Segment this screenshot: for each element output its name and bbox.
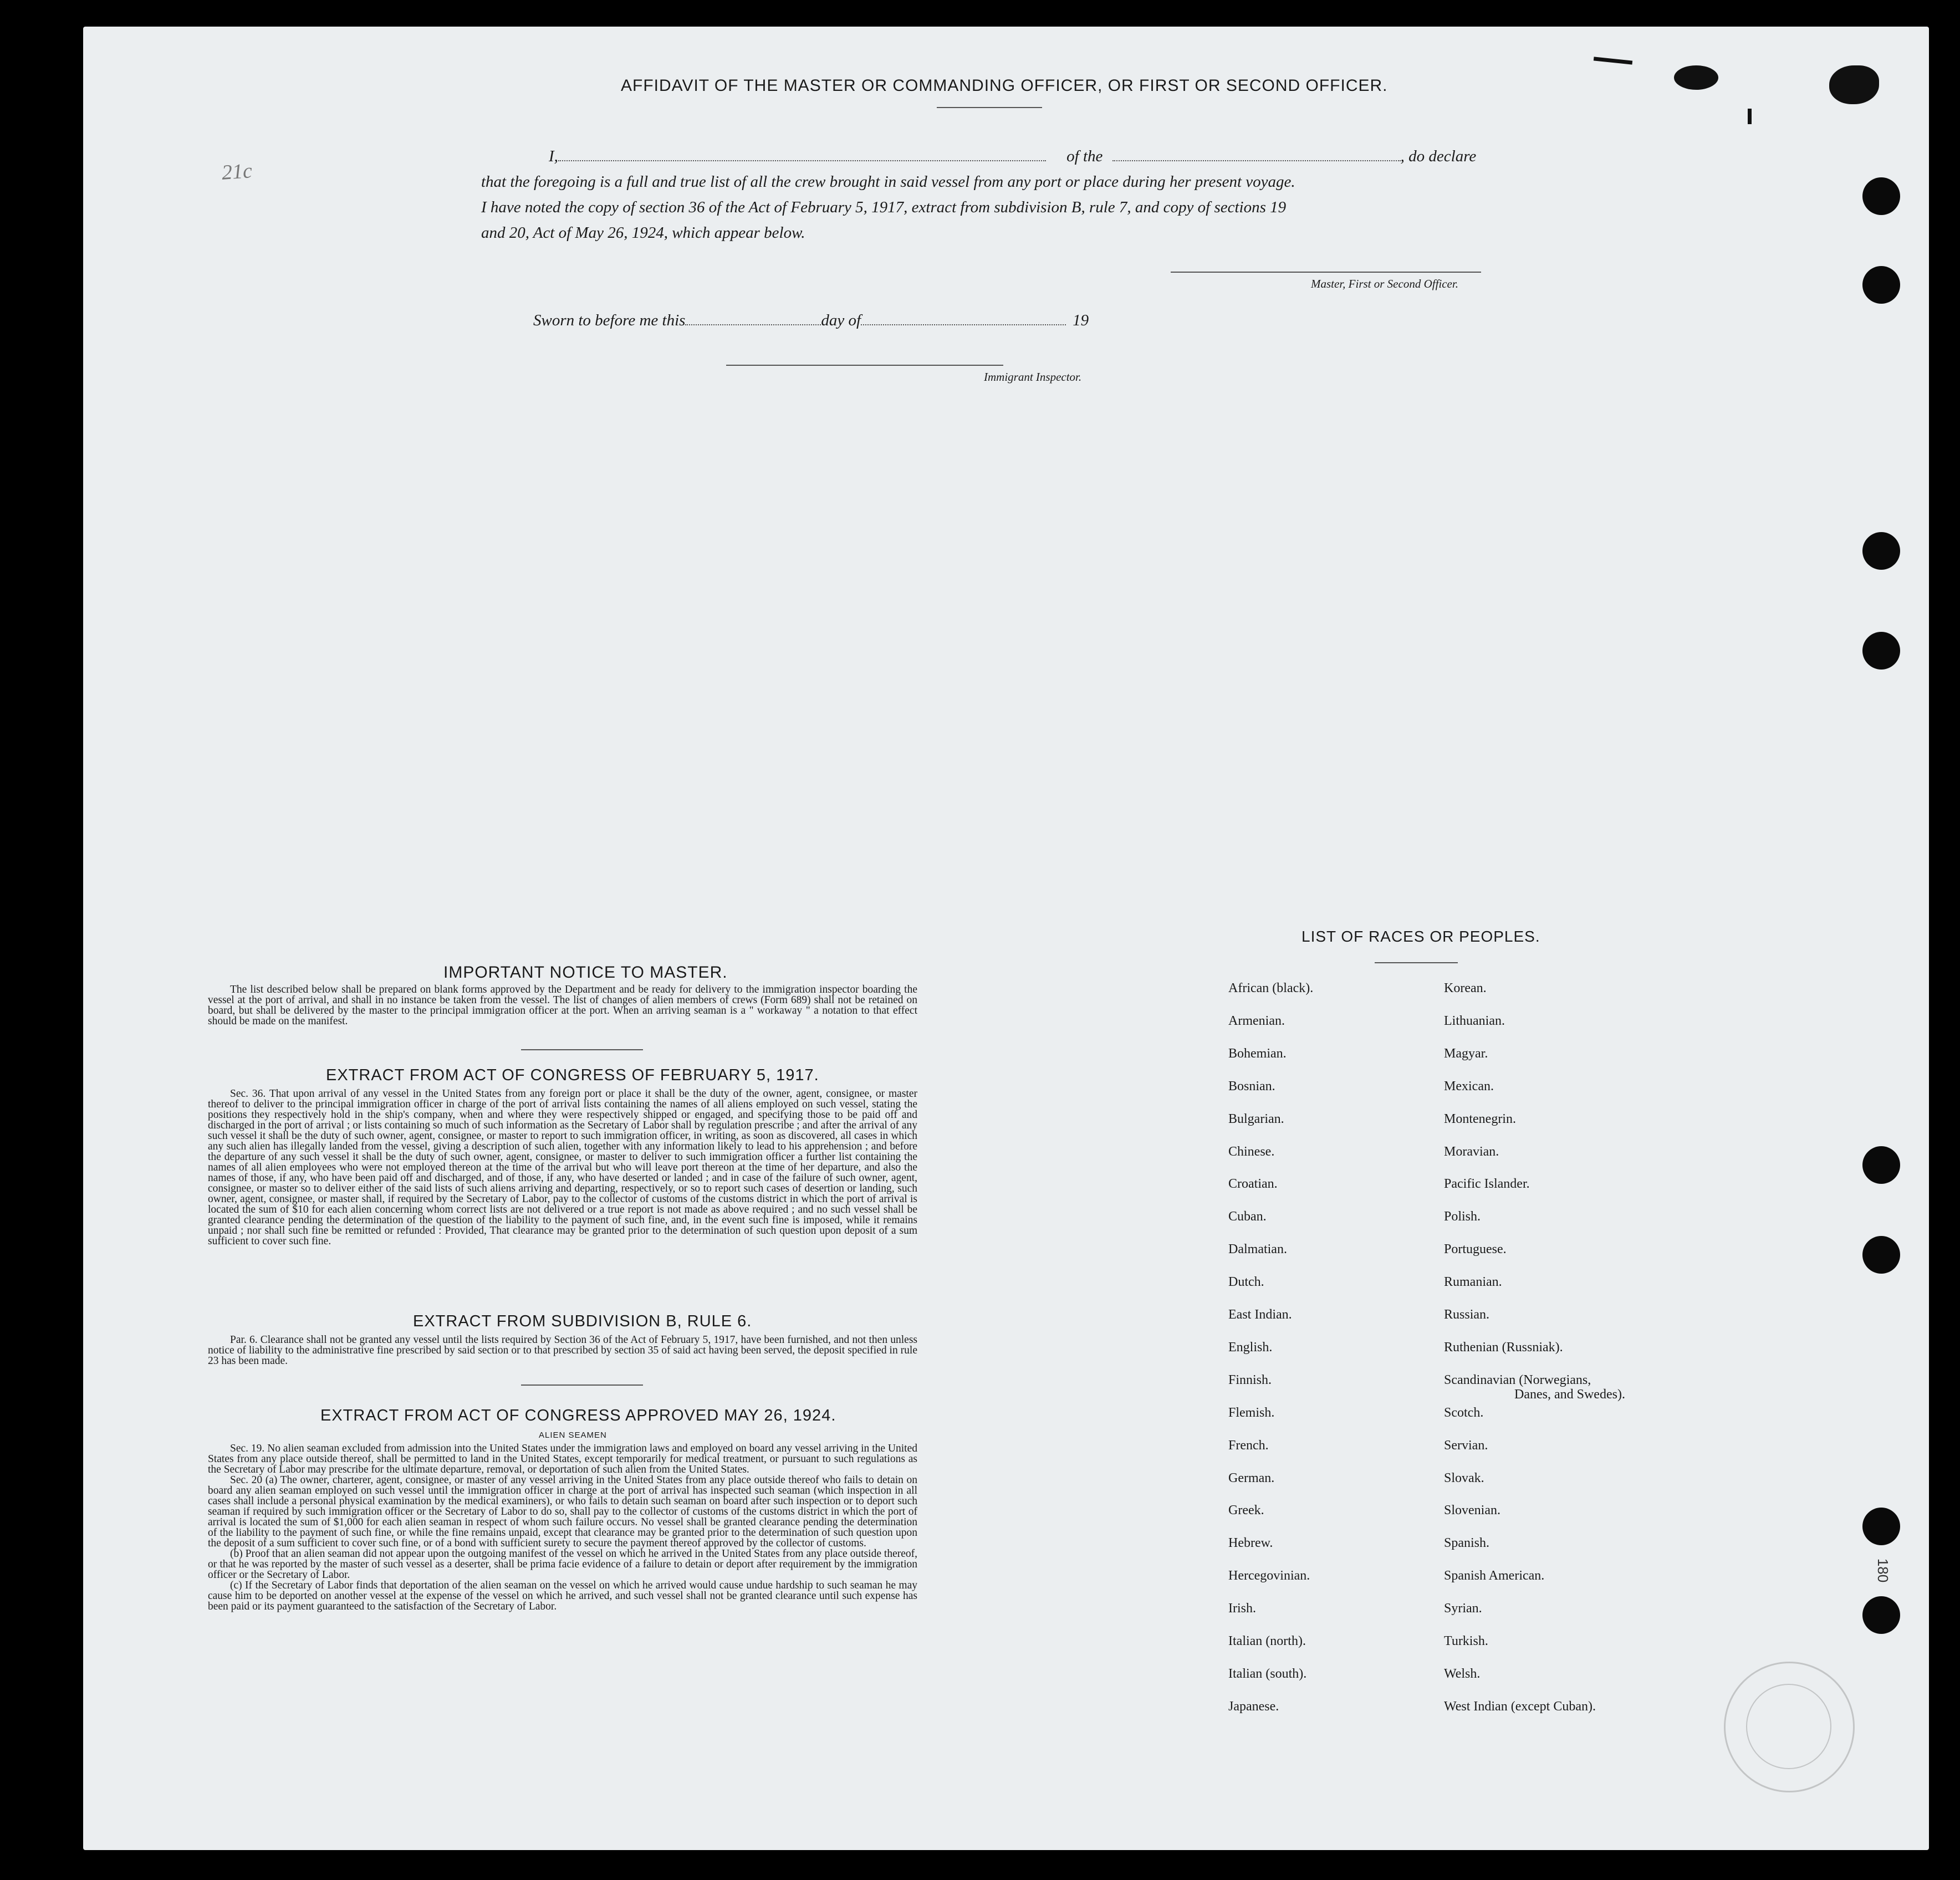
sworn-day-field[interactable] [685, 312, 821, 325]
section-19-paragraph: Sec. 19. No alien seaman excluded from admission into the United States under the immigration laws and employed on board any vessel arriving in the United States from any place outside thereof, shall be permitted to land in the United States, except temporarily for medical treatment, or pursuant to such regulations as the Secretary of Labor may prescribe for the ultimate departure, removal, or deportation of such alien from the United States. [208, 1443, 917, 1475]
races-title-rule [1375, 962, 1458, 963]
race-right-item: Syrian. [1444, 1601, 1482, 1616]
race-right-item: Spanish. [1444, 1536, 1490, 1551]
section-20c-paragraph: (c) If the Secretary of Labor finds that deportation of the alien seaman on the vessel on which he arrived would cause undue hardship to such seaman he may cause him to be deported on another vessel at the expense of the vessel on which he arrived, and such vessel shall not be granted clearance until such expense has been paid or its payment guaranteed to the satisfaction of the Secretary of Labor. [208, 1580, 917, 1612]
notice-paragraph: The list described below shall be prepared on blank forms approved by the Department and be ready for delivery to the immigration inspector boarding the vessel at the port of arrival, and shall in no instance be taken from the vessel. The list of changes of alien members of crews (Form 689) shall not be retained on board, but shall be delivered by the master to the principal immigration officer at the port. When an arriving seaman is a " workaway " a notation to that effect should be made on the manifest. [208, 984, 917, 1027]
race-left-item: Italian (south). [1228, 1666, 1307, 1681]
punch-hole-6 [1862, 1236, 1900, 1274]
punch-hole-8 [1862, 1596, 1900, 1634]
race-left-item: African (black). [1228, 981, 1314, 995]
top-mark-blot-2 [1829, 65, 1879, 104]
punch-hole-3 [1862, 532, 1900, 570]
race-right-item: Slovak. [1444, 1470, 1484, 1485]
race-right-item: West Indian (except Cuban). [1444, 1699, 1596, 1714]
race-right-item: Magyar. [1444, 1046, 1488, 1061]
alien-seamen-subtitle: ALIEN SEAMEN [539, 1431, 607, 1440]
race-left-item: East Indian. [1228, 1307, 1292, 1322]
section-36-paragraph: Sec. 36. That upon arrival of any vessel in the United States from any foreign port or place it shall be the duty of the owner, agent, consignee, or master thereof to deliver to the principal immigration officer in charge of the port of arrival lists containing the names of all aliens employed on such vessel, stating the positions they respectively hold in the ship's company, when and where they were respectively shipped or engaged, and specifying those to be paid off and discharged in the port of arrival ; or lists containing so much of such information as the Secretary of Labor shall by regulation prescribe ; and after the arrival of any such vessel it shall be the duty of such owner, agent, consignee, or master to report to such immigration officer, in writing, as soon as discovered, all cases in which any such alien has illegally landed from the vessel, giving a description of such alien, together with any information likely to lead to his apprehension ; and before the departure of any such vessel it shall be the duty of such owner, agent, consignee, or master to deliver to such immigration officer a further list containing the names of all alien employees who were not employed thereon at the time of the arrival but who will leave port thereon at the time of her departure, and also the names of those, if any, who have been paid off and discharged, and of those, if any, who have deserted or landed ; and in case of the failure of such owner, agent, consignee, or master so to deliver either of the said lists of such aliens arriving and departing, respectively, or so to report such cases of desertion or landing, such owner, agent, consignee, or master shall, if required by the Secretary of Labor, pay to the collector of customs of the customs district in which the port of arrival is located the sum of $10 for each alien concerning whom correct lists are not delivered or a true report is not made as above required ; and no such vessel shall be granted clearance pending the determination of the question of the liability to the payment of such fine, and, in the event such fine is imposed, while it remains unpaid ; nor shall such fine be remitted or refunded : Provided, That clearance may be granted prior to the determination of such question upon deposit of a sum sufficient to cover such fine. [208, 1088, 917, 1247]
extract-rule6-body [208, 1335, 917, 1366]
manifest-page [83, 27, 1929, 1850]
extract-1917-title: EXTRACT FROM ACT OF CONGRESS OF FEBRUARY 5, 1917. [326, 1066, 819, 1084]
section-20a-paragraph: Sec. 20 (a) The owner, charterer, agent, consignee, or master of any vessel arriving in the United States from any place outside thereof who fails to detain on board any alien seaman employed on such vessel until the immigration officer in charge at the port of arrival has inspected such seaman (which inspection in all cases shall include a personal physical examination by the medical examiners), or who fails to detain such seaman on board after such inspection or to deport such seaman if required by such immigration officer or the Secretary of Labor to do so, shall pay to the collector of customs of the customs district in which the port of arrival is located the sum of $1,000 for each alien seaman in respect of whom such failure occurs. No vessel shall be granted clearance pending the determination of the liability to the payment of such fine, or while the fine remains unpaid, except that clearance may be granted prior to the determination of such question upon the deposit of a sum sufficient to cover such fine, or of a bond with sufficient surety to secure the payment thereof approved by the collector of customs. [208, 1474, 917, 1549]
race-right-item: Scandinavian (Norwegians, [1444, 1372, 1591, 1387]
punch-hole-7 [1862, 1508, 1900, 1545]
name-field[interactable] [558, 148, 1046, 161]
top-mark-blot-1 [1674, 65, 1718, 90]
affidavit-title-rule [937, 107, 1042, 108]
inspector-label: Immigrant Inspector. [984, 370, 1082, 384]
top-mark-dash [1594, 57, 1632, 64]
punch-hole-1 [1862, 177, 1900, 215]
extract-rule6-title: EXTRACT FROM SUBDIVISION B, RULE 6. [413, 1312, 752, 1330]
race-left-item: Flemish. [1228, 1405, 1275, 1420]
race-left-item: German. [1228, 1470, 1275, 1485]
extract-1917-body [208, 1089, 917, 1246]
race-right-item: Pacific Islander. [1444, 1177, 1530, 1192]
race-left-item: Dalmatian. [1228, 1242, 1287, 1257]
affidavit-body-2: I have noted the copy of section 36 of the Act of February 5, 1917, extract from subdivision B, rule 7, and copy of sections 19 [481, 198, 1287, 216]
stamp-number: 180 [1875, 1558, 1892, 1583]
affidavit-title: AFFIDAVIT OF THE MASTER OR COMMANDING OFFICER, OR FIRST OR SECOND OFFICER. [621, 76, 1388, 95]
race-right-item: Ruthenian (Russniak). [1444, 1340, 1563, 1355]
race-left-item: Finnish. [1228, 1372, 1272, 1387]
race-right-item: Rumanian. [1444, 1275, 1502, 1290]
race-right-item: Turkish. [1444, 1634, 1488, 1648]
race-right-item: Lithuanian. [1444, 1013, 1505, 1028]
race-left-item: Chinese. [1228, 1144, 1275, 1159]
race-right-item: Polish. [1444, 1209, 1481, 1224]
race-left-item: Bosnian. [1228, 1079, 1275, 1094]
race-left-item: Armenian. [1228, 1013, 1285, 1028]
i-label: I, [549, 147, 558, 165]
race-left-item: Greek. [1228, 1503, 1264, 1518]
faint-seal-inner [1746, 1684, 1831, 1769]
race-left-item: Cuban. [1228, 1209, 1267, 1224]
race-left-item: Irish. [1228, 1601, 1256, 1616]
race-right-item: Scotch. [1444, 1405, 1484, 1420]
notice-title: IMPORTANT NOTICE TO MASTER. [443, 963, 728, 982]
sworn-prefix: Sworn to before me this [533, 311, 686, 329]
sworn-month-field[interactable] [861, 312, 1066, 325]
race-left-item: Bohemian. [1228, 1046, 1287, 1061]
extract-1924-body [208, 1443, 917, 1612]
vessel-field[interactable] [1112, 148, 1401, 161]
race-right-item: Portuguese. [1444, 1242, 1507, 1257]
race-right-item: Mexican. [1444, 1079, 1494, 1094]
race-right-item: Russian. [1444, 1307, 1490, 1322]
race-left-item: Dutch. [1228, 1275, 1264, 1290]
affidavit-body-1: that the foregoing is a full and true list of all the crew brought in said vessel from any port or place during her present voyage. [481, 173, 1295, 191]
notice-body [208, 984, 917, 1026]
race-left-item: Japanese. [1228, 1699, 1279, 1714]
handwritten-page-mark: 21c [221, 159, 253, 185]
race-left-item: Croatian. [1228, 1177, 1278, 1192]
race-right-scandinavian-cont: Danes, and Swedes). [1514, 1387, 1625, 1402]
race-left-item: Italian (north). [1228, 1634, 1306, 1648]
of-the-label: of the [1066, 147, 1103, 165]
race-right-item: Spanish American. [1444, 1569, 1545, 1583]
extract-1924-title: EXTRACT FROM ACT OF CONGRESS APPROVED MAY 26, 1924. [320, 1407, 836, 1424]
paragraph-6: Par. 6. Clearance shall not be granted any vessel until the lists required by Section 36 of the Act of February 5, 1917, have been furnished, and not then unless notice of liability to the administrative fine prescribed by said section or to that prescribed by section 35 of said act having been served, the deposit specified in rule 23 has been made. [208, 1334, 917, 1367]
master-signature-label: Master, First or Second Officer. [1311, 277, 1458, 290]
races-title: LIST OF RACES OR PEOPLES. [1301, 928, 1540, 945]
affidavit-body-3: and 20, Act of May 26, 1924, which appear below. [481, 224, 805, 242]
punch-hole-5 [1862, 1146, 1900, 1184]
punch-hole-4 [1862, 632, 1900, 670]
do-declare-label: , do declare [1400, 147, 1477, 165]
race-left-item: English. [1228, 1340, 1273, 1355]
race-right-item: Slovenian. [1444, 1503, 1500, 1518]
notice-rule [521, 1049, 643, 1050]
race-right-item: Montenegrin. [1444, 1111, 1516, 1126]
affidavit-line-i [549, 147, 1602, 166]
year-prefix: 19 [1073, 311, 1089, 329]
race-left-item: French. [1228, 1438, 1269, 1453]
punch-hole-2 [1862, 266, 1900, 304]
section-20b-paragraph: (b) Proof that an alien seaman did not appear upon the outgoing manifest of the vessel on which he arrived in the United States from any place outside thereof, or that he was reported by the master of such vessel as a deserter, shall be prima facie evidence of a failure to detain or deport after requirement by the immigration officer or the Secretary of Labor. [208, 1548, 917, 1581]
race-left-item: Bulgarian. [1228, 1111, 1284, 1126]
top-mark-tick [1748, 109, 1752, 124]
race-left-item: Hebrew. [1228, 1536, 1273, 1551]
sworn-line [533, 311, 1089, 330]
race-right-item: Korean. [1444, 981, 1487, 995]
master-signature-line[interactable] [1171, 272, 1481, 273]
race-left-item: Hercegovinian. [1228, 1569, 1310, 1583]
race-right-item: Servian. [1444, 1438, 1488, 1453]
inspector-signature-line[interactable] [726, 365, 1003, 366]
race-right-item: Welsh. [1444, 1666, 1481, 1681]
day-of-label: day of [821, 311, 861, 329]
rule6-rule [521, 1385, 643, 1386]
race-right-item: Moravian. [1444, 1144, 1499, 1159]
